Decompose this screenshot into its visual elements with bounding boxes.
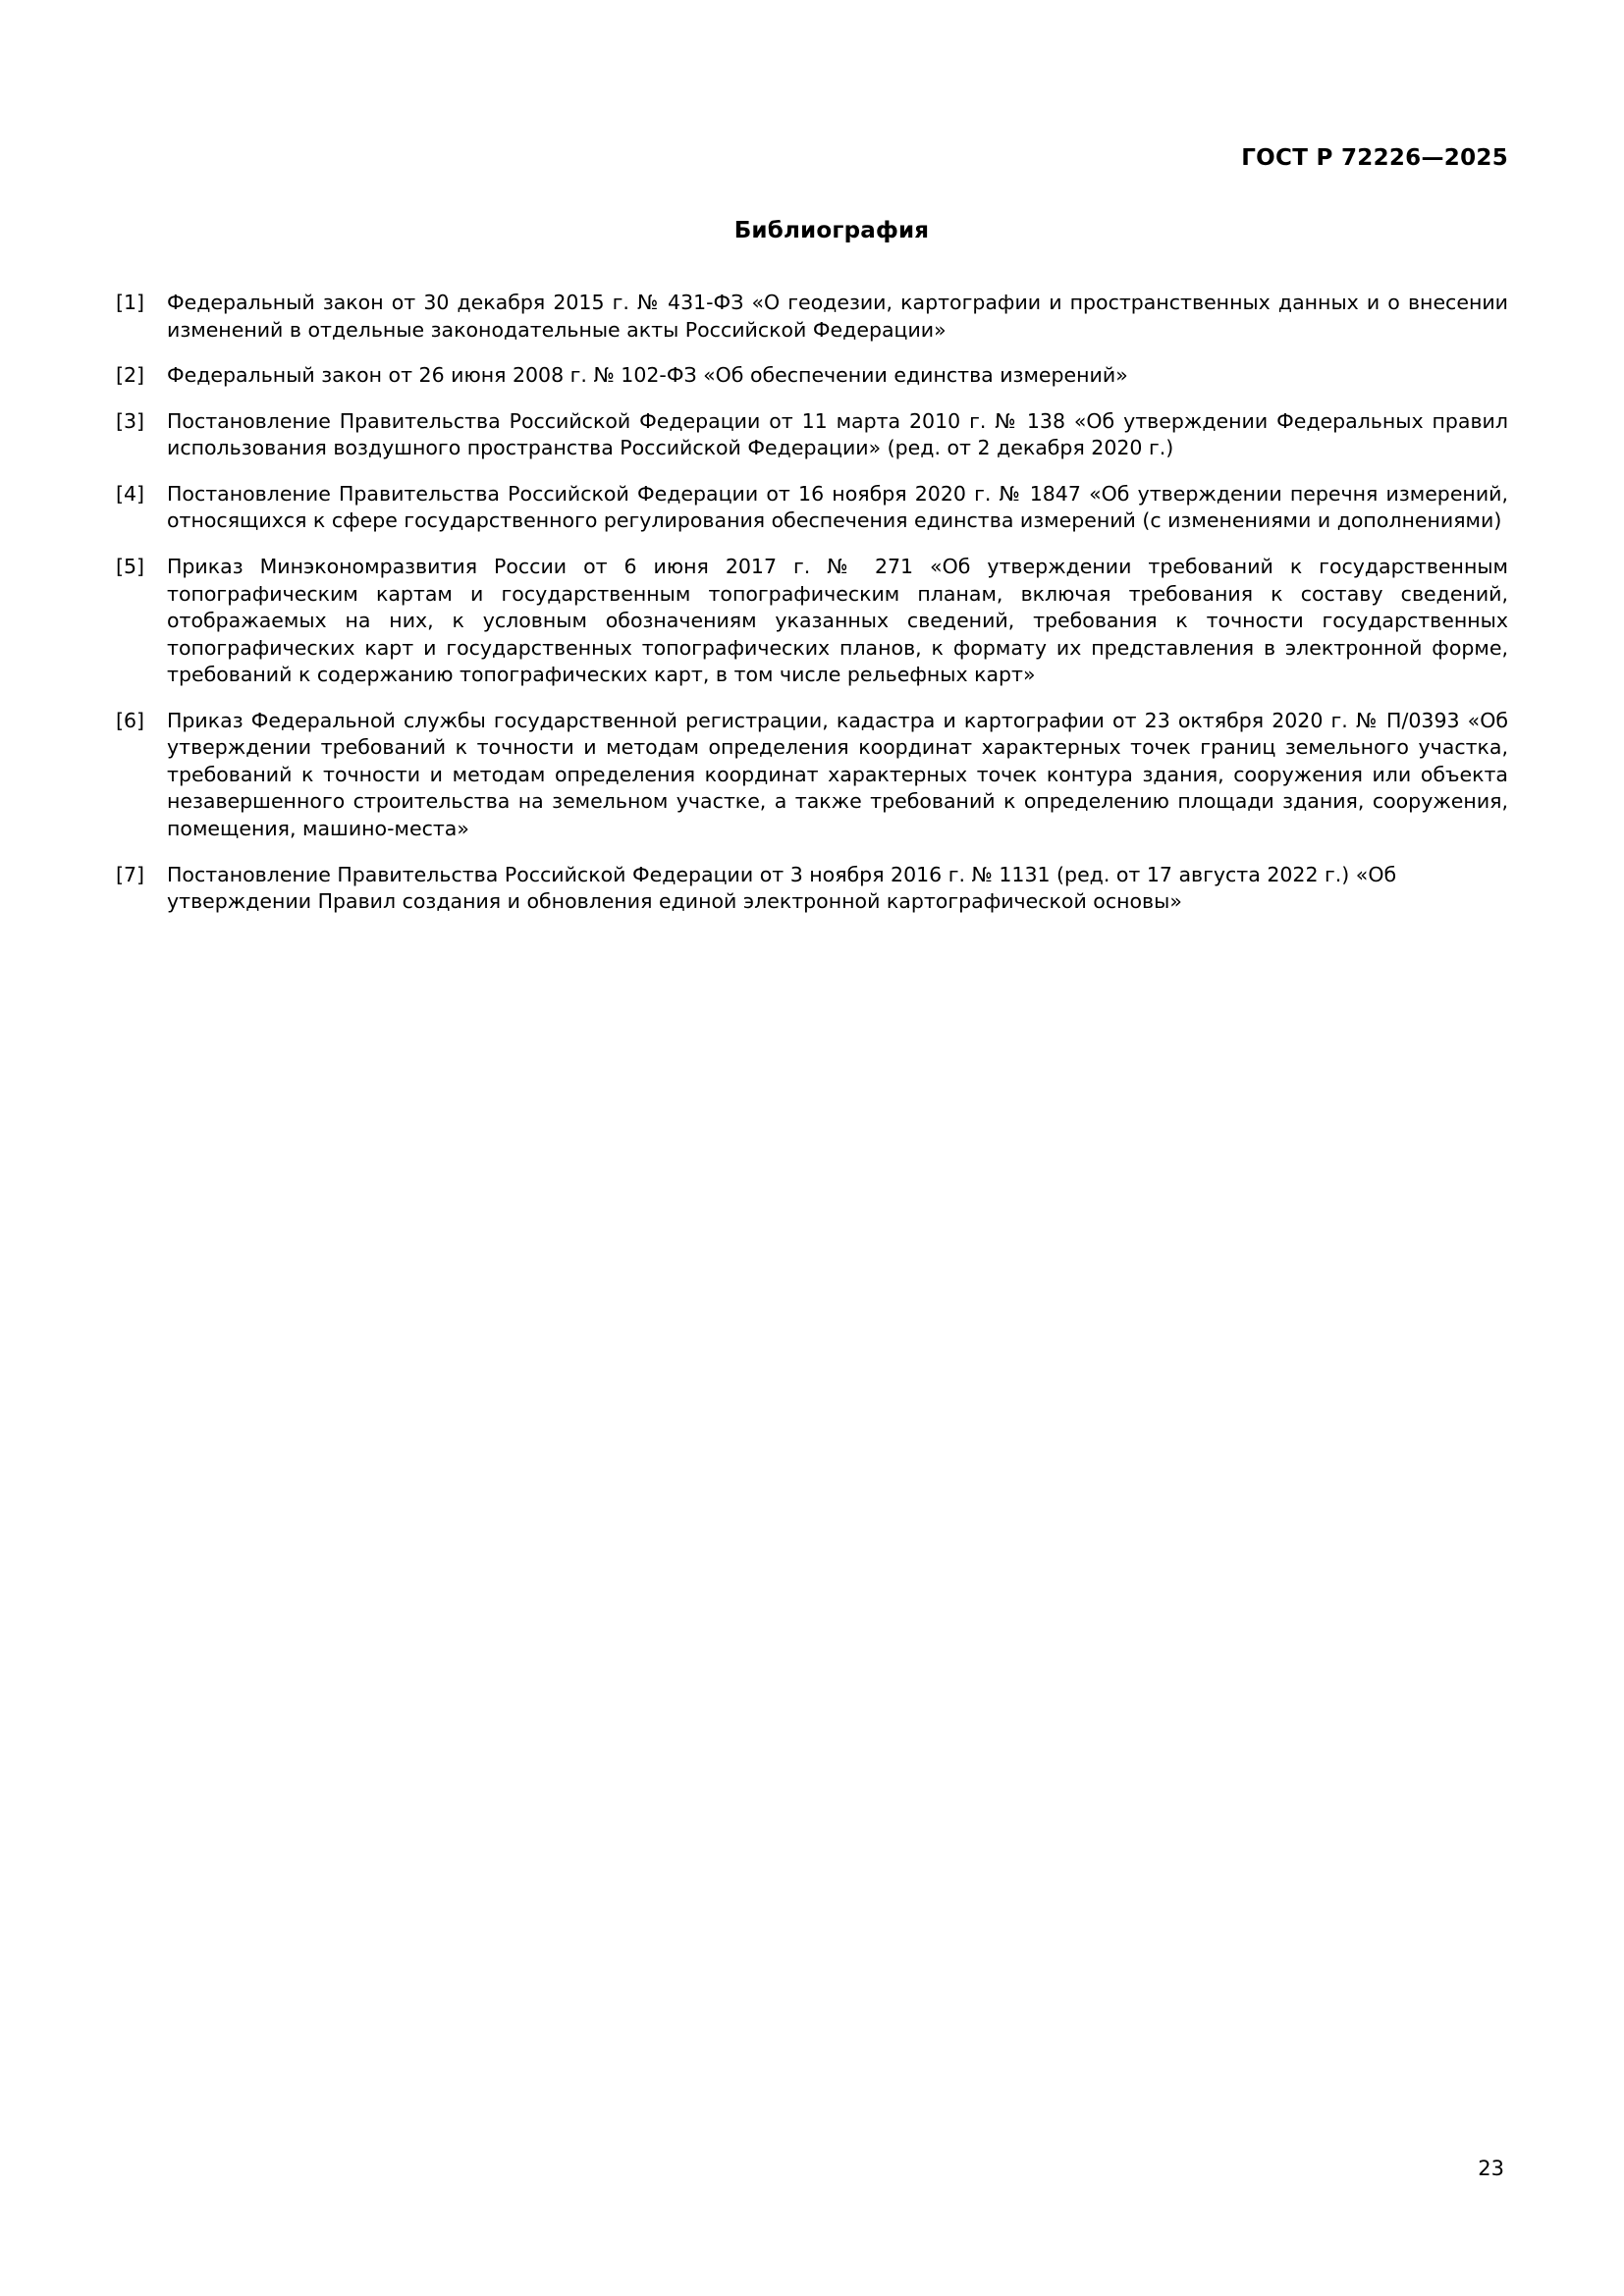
list-item xyxy=(116,481,1508,535)
list-item xyxy=(116,290,1508,344)
reference-text: Приказ Федеральной службы государственной регистрации, кадастра и картографии от 23 октября 2020 г. № П/0393 «Об утверждении требований к точности и методам определения координат характерных точек границ земельного участка, требований к точности и методам определения координат характерных точек контура здания, сооружения или объекта незавершенного строительства на земельном участке, а также требований к определению площади здания, сооружения, помещения, машино-места» xyxy=(167,708,1508,840)
reference-number: [4] xyxy=(116,481,145,506)
bibliography-list xyxy=(116,290,1508,934)
reference-text: Федеральный закон от 30 декабря 2015 г. № 431-ФЗ «О геодезии, картографии и пространственных данных и о внесении изменений в отдельные законодательные акты Российской Федерации» xyxy=(167,291,1508,342)
reference-text: Приказ Минэкономразвития России от 6 июня 2017 г. № 271 «Об утверждении требований к государственным топографическим картам и государственным топографическим планам, включая требования к составу сведений, отображаемых на них, к условным обозначениям указанных сведений, требования к точности государственных топографических карт и государственных топографических планов, к формату их представления в электронной форме, требований к содержанию топографических карт, в том числе рельефных карт» xyxy=(167,554,1508,687)
reference-number: [5] xyxy=(116,554,145,578)
page-title: Библиография xyxy=(733,218,930,243)
document-header: ГОСТ Р 72226—2025 xyxy=(1241,145,1508,171)
list-item xyxy=(116,554,1508,689)
list-item xyxy=(116,362,1508,390)
list-item xyxy=(116,408,1508,462)
reference-number: [2] xyxy=(116,363,145,388)
reference-text: Постановление Правительства Российской Федерации от 16 ноября 2020 г. № 1847 «Об утверждении перечня измерений, относящихся к сфере государственного регулирования обеспечения единства измерений (с изменениями и дополнениями) xyxy=(167,481,1508,533)
list-item xyxy=(116,708,1508,843)
reference-text: Постановление Правительства Российской Федерации от 11 марта 2010 г. № 138 «Об утверждении Федеральных правил использования воздушного пространства Российской Федерации» (ред. от 2 декабря 2020 г.) xyxy=(167,408,1508,460)
page-number: 23 xyxy=(1478,2157,1504,2180)
reference-text: Федеральный закон от 26 июня 2008 г. № 102-ФЗ «Об обеспечении единства измерений» xyxy=(167,363,1128,388)
list-item xyxy=(116,862,1508,916)
reference-number: [7] xyxy=(116,862,145,886)
reference-number: [3] xyxy=(116,408,145,433)
reference-number: [6] xyxy=(116,708,145,732)
reference-number: [1] xyxy=(116,291,145,314)
reference-text: Постановление Правительства Российской Федерации от 3 ноября 2016 г. № 1131 (ред. от 17 августа 2022 г.) «Об утверждении Правил создания и обновления единой электронной картографической основы» xyxy=(167,862,1397,914)
